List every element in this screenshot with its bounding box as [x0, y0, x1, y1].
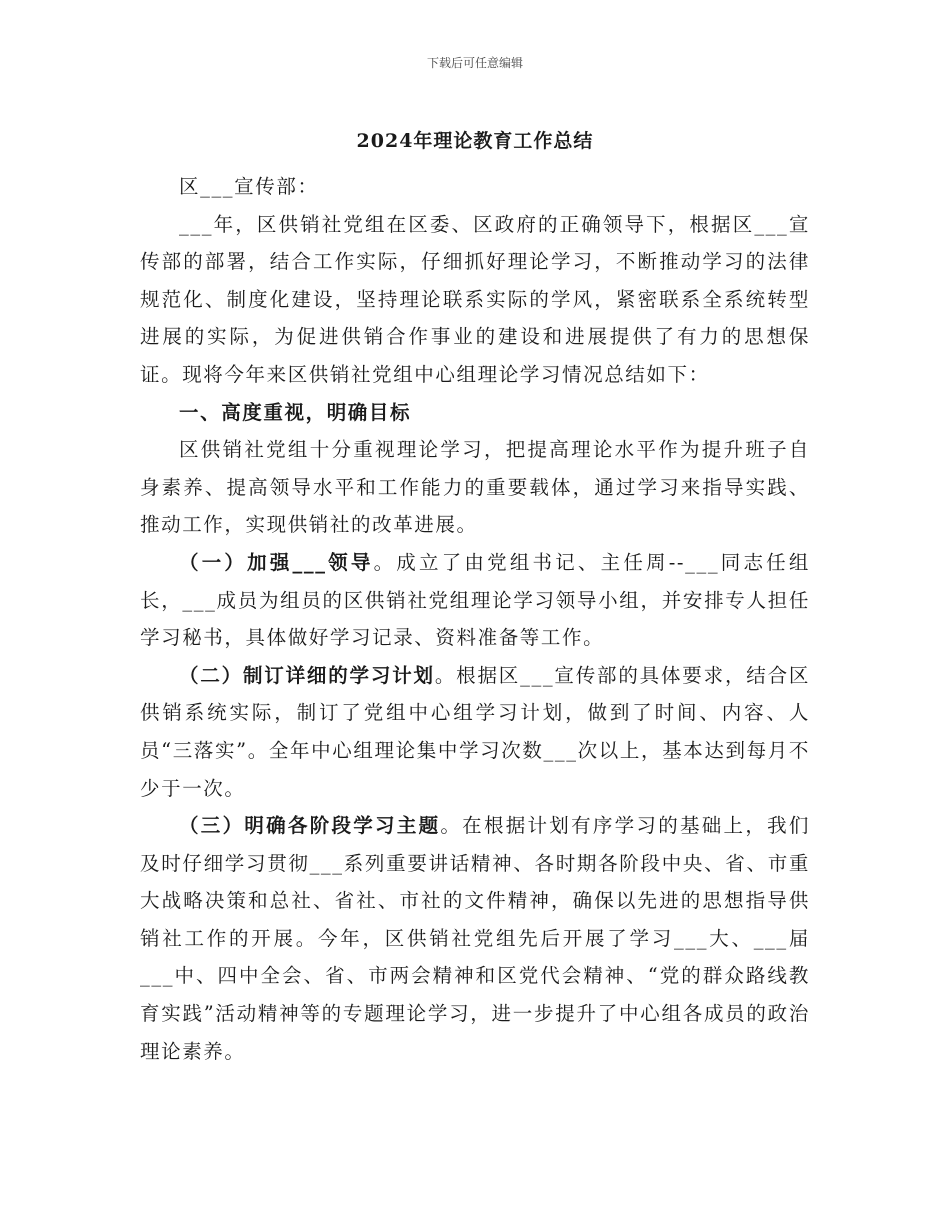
item-lead: （一）加强___领导	[179, 550, 374, 574]
list-item	[140, 544, 810, 657]
list-item	[140, 657, 810, 807]
item-lead: （三）明确各阶段学习主题	[179, 814, 441, 838]
item-text: 。在根据计划有序学习的基础上，我们及时仔细学习贯彻___系列重要讲话精神、各时期各阶段中央、省、市重大战略决策和总社、省社、市社的文件精神，确保以先进的思想指导供销社工作的开展。今年，区供销社党组先后开展了学习___大、___届___中、四中全会、省、市两会精神和区党代会精神、“党的群众路线教育实践”活动精神等的专题理论学习，进一步提升了中心组各成员的政治理论素养。	[140, 814, 811, 1063]
header-note: 下载后可任意编辑	[426, 56, 523, 70]
item-text: 。成立了由党组书记、主任周--___同志任组长，___成员为组员的区供销社党组理论学习领导小组，并安排专人担任学习秘书，具体做好学习记录、资料准备等工作。	[140, 550, 810, 650]
intro-paragraph: ___年，区供销社党组在区委、区政府的正确领导下，根据区___宣传部的部署，结合工作实际，仔细抓好理论学习，不断推动学习的法律规范化、制度化建设，坚持理论联系实际的学风，紧密联系全系统转型进展的实际，为促进供销合作事业的建设和进展提供了有力的思想保证。现将今年来区供销社党组中心组理论学习情况总结如下：	[140, 212, 810, 386]
document-title: 2024年理论教育工作总结	[356, 130, 594, 152]
item-text: 。根据区___宣传部的具体要求，结合区供销系统实际，制订了党组中心组学习计划，做到了时间、内容、人员“三落实”。全年中心组理论集中学习次数___次以上，基本达到每月不少于一次。	[140, 663, 811, 800]
salutation: 区___宣传部：	[179, 175, 319, 198]
list-item	[140, 807, 810, 1070]
section-paragraph: 区供销社党组十分重视理论学习，把提高理论水平作为提升班子自身素养、提高领导水平和工作能力的重要载体，通过学习来指导实践、推动工作，实现供销社的改革进展。	[140, 438, 810, 537]
document-body	[140, 168, 810, 1070]
section-heading: 一、高度重视，明确目标	[179, 400, 412, 424]
item-lead: （二）制订详细的学习计划	[179, 663, 435, 687]
